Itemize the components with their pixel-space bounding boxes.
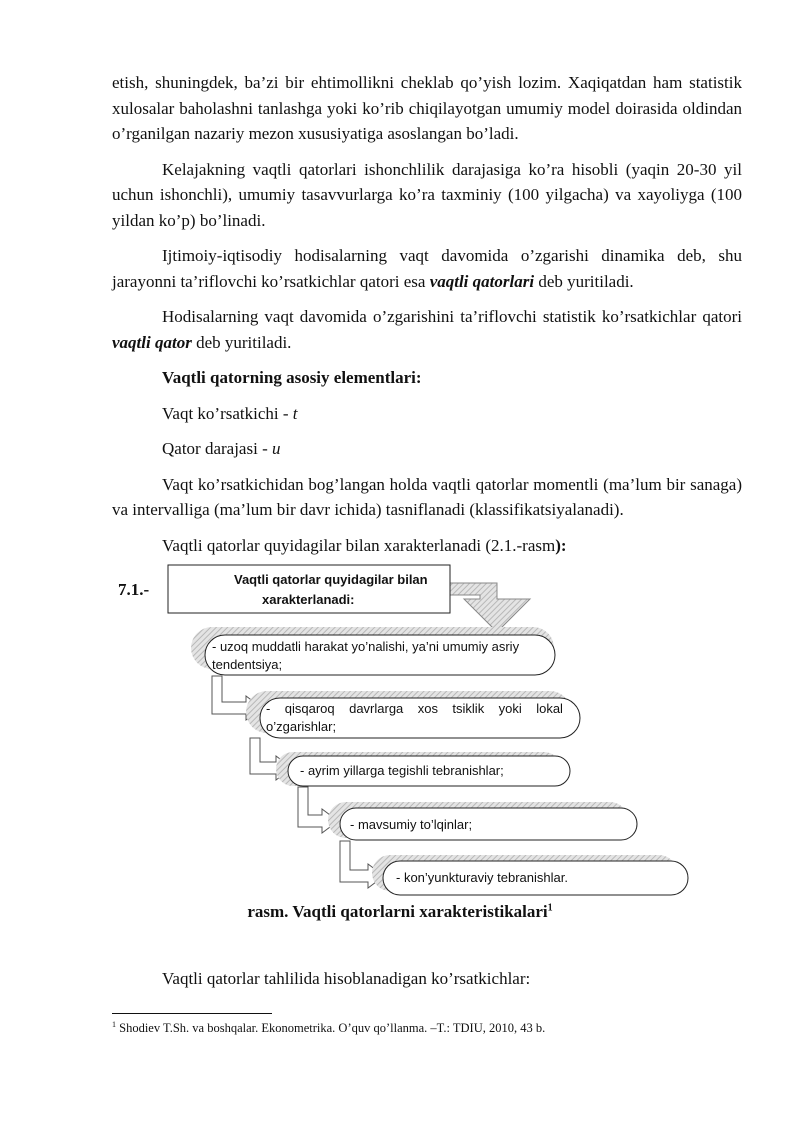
figure-caption (0, 902, 800, 922)
footnote (112, 1020, 545, 1036)
item-5-text: - kon’yunkturaviy tebranishlar. (396, 870, 568, 885)
title-arrow (448, 583, 530, 632)
caption-footnote-ref: 1 (547, 902, 553, 914)
element-time-symbol: t (292, 403, 298, 423)
term-vaqtli-qator: vaqtli qator (112, 332, 192, 352)
element-level-label: Qator darajasi - (162, 439, 272, 458)
item-2-line-2: o’zgarishlar; (266, 719, 337, 734)
element-time-label: Vaqt ko’rsatkichi - (162, 403, 293, 423)
item-3-text: - ayrim yillarga tegishli tebranishlar; (300, 763, 504, 778)
footnote-text: Shodiev T.Sh. va boshqalar. Ekonometrika. O’quv qo’llanma. –T.: TDIU, 2010, 43 b. (116, 1021, 546, 1036)
paragraph-4-text: Hodisalarning vaqt davomida o’zgarishini ta’riflovchi statistik ko’rsatkichlar qatori (162, 307, 742, 326)
diagram-number: 7.1.- (118, 580, 150, 599)
paragraph-6-end: ): (555, 535, 567, 555)
footnote-divider (112, 1013, 272, 1014)
paragraph-3-end: deb yuritiladi. (534, 271, 634, 291)
paragraph-1: etish, shuningdek, ba’zi bir ehtimollikni cheklab qo’yish lozim. Xaqiqatdan ham statistik xulosalar baholashni tanlashga yoki ko’rib chiqilayotgan umumiy model doirasida oldindan o’rganilgan nazariy mezon xususiyatiga asoslangan bo’ladi. (112, 73, 742, 143)
diagram-title-line-1: Vaqtli qatorlar quyidagilar bilan (234, 572, 428, 587)
section-heading: Vaqtli qatorning asosiy elementlari: (162, 368, 422, 387)
item-2-line-1: - qisqaroq davrlarga xos tsiklik yoki lokal (266, 701, 563, 716)
item-1-line-2: tendentsiya; (212, 657, 283, 672)
element-level-symbol: u (271, 439, 281, 458)
paragraph-2: Kelajakning vaqtli qatorlari ishonchlilik darajasiga ko’ra hisobli (yaqin 20-30 yil uchun ishonchli), umumiy tasavvurlarga ko’ra taxminiy (100 yilgacha) va xayoliyga (100 yildan ko’p) bo’linadi. (112, 159, 742, 230)
paragraph-5: Vaqt ko’rsatkichidan bog’langan holda vaqtli qatorlar momentli (ma’lum bir sanaga) va intervalliga (ma’lum bir davr ichida) tasniflanadi (klassifikatsiyalanadi). (112, 474, 742, 519)
term-vaqtli-qatorlari: vaqtli qatorlari (429, 271, 535, 291)
paragraph-6-text: Vaqtli qatorlar quyidagilar bilan xarakterlanadi (2.1.-rasm (162, 535, 556, 555)
after-text: Vaqtli qatorlar tahlilida hisoblanadigan ko’rsatkichlar: (162, 969, 531, 988)
footnote-number: 1 (112, 1020, 116, 1029)
item-4-text: - mavsumiy to’lqinlar; (350, 817, 473, 832)
caption-text: rasm. Vaqtli qatorlarni xarakteristikalari (247, 902, 548, 921)
paragraph-3-text: Ijtimoiy-iqtisodiy hodisalarning vaqt davomida o’zgarishi dinamika deb, shu jarayonni ta’riflovchi ko’rsatkichlar qatori esa (112, 246, 742, 291)
item-1-line-1: - uzoq muddatli harakat yo’nalishi, ya’ni umumiy asriy (212, 639, 520, 654)
paragraph-4-end: deb yuritiladi. (191, 332, 292, 352)
diagram-title-line-2: xarakterlanadi: (262, 592, 355, 607)
